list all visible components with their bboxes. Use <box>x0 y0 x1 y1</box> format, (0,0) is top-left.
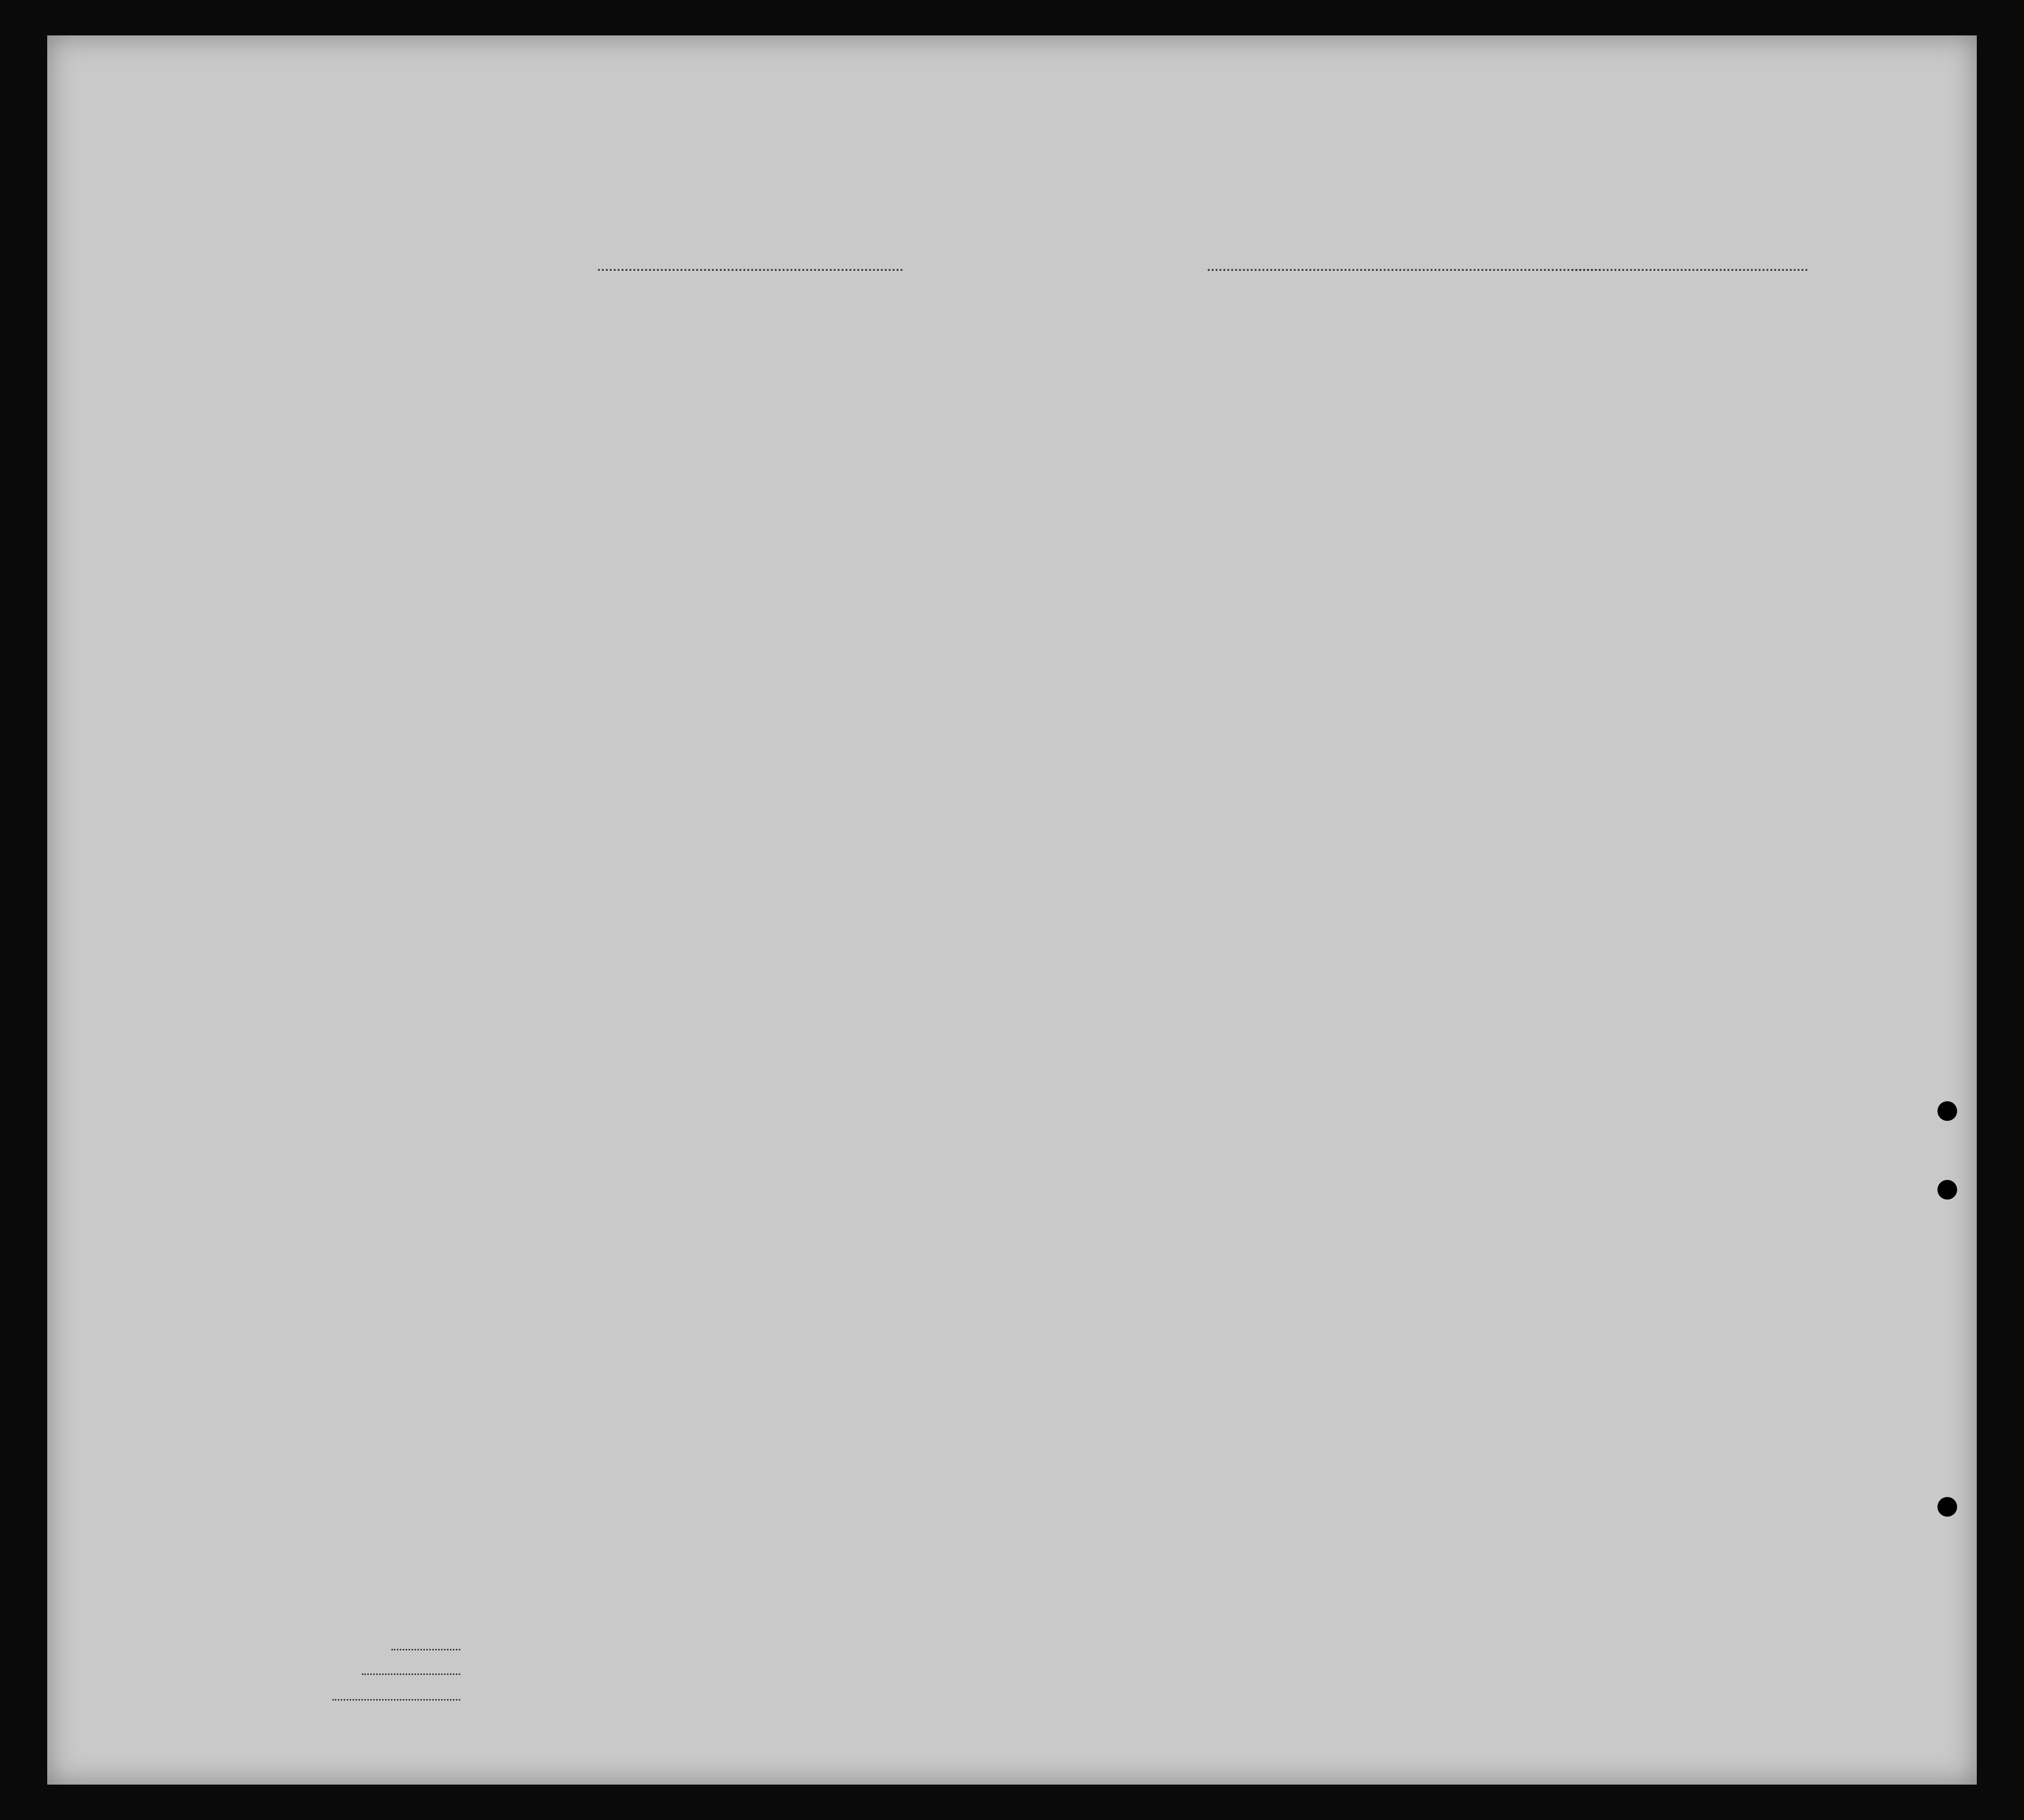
punch-hole <box>1937 1101 1957 1121</box>
manifest-grid <box>47 35 1977 1785</box>
footer-dotline-3 <box>332 1699 460 1701</box>
footer-dotline-2 <box>362 1673 460 1675</box>
punch-hole <box>1937 1497 1957 1517</box>
punch-hole <box>1937 1180 1957 1200</box>
footer-dotline-1 <box>391 1649 460 1650</box>
manifest-sheet <box>47 35 1977 1785</box>
